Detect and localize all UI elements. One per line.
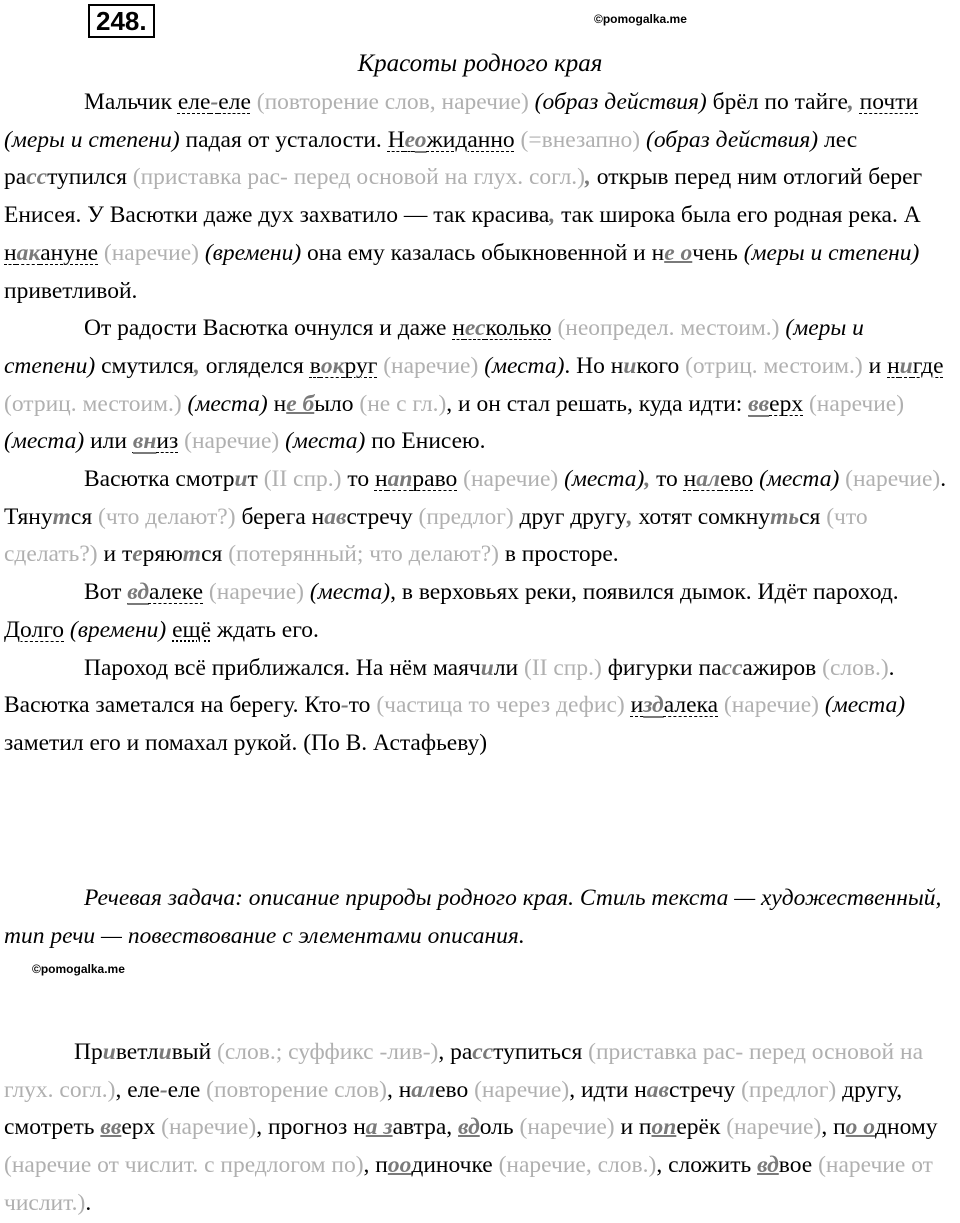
- exercise-number: 248.: [88, 4, 155, 38]
- paragraph-3: Васютка смотрит (II спр.) то направо (наречие) (места), то налево (места) (наречие). Тянутся (что делают?) берега навстречу (предлог) друг другу, хотят сомкнуться (что сделать?) и теряются (потерянный; что делают?) в просторе.: [4, 466, 947, 568]
- watermark: ©pomogalka.me: [594, 12, 687, 26]
- watermark: ©pomogalka.me: [32, 962, 125, 976]
- text-title: Красоты родного края: [357, 50, 603, 77]
- speech-task: Речевая задача: описание природы родного края. Стиль текста — художественный, тип речи — повествование с элементами описания.: [4, 885, 942, 949]
- paragraph-1: Мальчик еле-еле (повторение слов, наречие) (образ действия) брёл по тайге, почти (меры и степени) падая от усталости. Неожиданно (=внезапно) (образ действия) лес расступился (приставка рас- перед основой на глух. согл.), открыв перед ним отлогий берег Енисея. У Васютки даже дух захватило — так красива, так широка была его родная река. А накануне (наречие) (времени) она ему казалась обыкновенной и не очень (меры и степени) приветливой.: [4, 89, 923, 304]
- main-text: [4, 84, 956, 763]
- paragraph-4: Вот вдалеке (наречие) (места), в верховьях реки, появился дымок. Идёт пароход. Долго (времени) ещё ждать его.: [4, 579, 899, 643]
- paragraph-2: От радости Васютка очнулся и даже несколько (неопредел. местоим.) (меры и степени) смутился, огляделся вокруг (наречие) (места). Но никого (отриц. местоим.) и нигде (отриц. местоим.) (места) не было (не с гл.), и он стал решать, куда идти: вверх (наречие) (места) или вниз (наречие) (места) по Енисею.: [4, 315, 944, 455]
- paragraph-5: Пароход всё приближался. На нём маячили (II спр.) фигурки пассажиров (слов.). Васютка заметался на берегу. Кто-то (частица то через дефис) издалека (наречие) (места) заметил его и помахал рукой. (По В. Астафьеву): [4, 654, 906, 756]
- word-list: Приветливый (слов.; суффикс -лив-), расступиться (приставка рас- перед основой на глух. согл.), еле-еле (повторение слов), налево (наречие), идти навстречу (предлог) другу, смотреть вверх (наречие), прогноз на завтра, вдоль (наречие) и поперёк (наречие), по одному (наречие от числит. с предлогом по), поодиночке (наречие, слов.), сложить вдвое (наречие от числит.).: [4, 1039, 938, 1216]
